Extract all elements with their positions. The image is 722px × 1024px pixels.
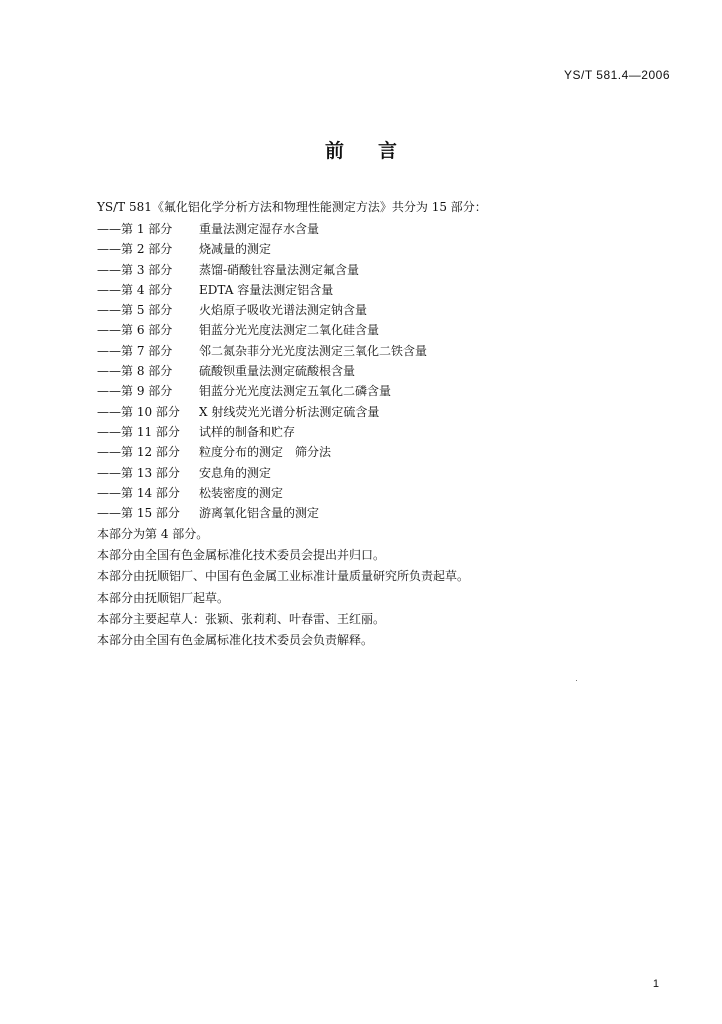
part-label: ——第 7 部分 [97, 343, 173, 358]
part-title: 火焰原子吸收光谱法测定钠含量 [199, 303, 368, 318]
part-item [97, 361, 427, 381]
parts-list [97, 219, 427, 523]
part-item [97, 402, 427, 422]
part-label: ——第 11 部分 [97, 424, 180, 439]
part-item [97, 341, 427, 361]
part-title: 邻二氮杂菲分光光度法测定三氧化二铁含量 [199, 343, 428, 358]
note-line: 本部分由抚顺铝厂、中国有色金属工业标准计量质量研究所负责起草。 [97, 569, 470, 584]
part-label: ——第 5 部分 [97, 303, 173, 318]
part-label: ——第 8 部分 [97, 364, 173, 379]
part-title: X 射线荧光光谱分析法测定硫含量 [199, 404, 380, 419]
scan-speck [576, 680, 577, 681]
note-line: 本部分由全国有色金属标准化技术委员会负责解释。 [97, 632, 374, 647]
note-line: 本部分由抚顺铝厂起草。 [97, 590, 230, 605]
part-item [97, 280, 427, 300]
part-label: ——第 13 部分 [97, 465, 180, 480]
part-title: 烧减量的测定 [199, 242, 272, 257]
part-item [97, 300, 427, 320]
part-item [97, 422, 427, 442]
part-label: ——第 12 部分 [97, 445, 180, 460]
part-title: 安息角的测定 [199, 465, 272, 480]
part-item [97, 320, 427, 340]
part-label: ——第 14 部分 [97, 485, 180, 500]
part-title: 钼蓝分光光度法测定二氧化硅含量 [199, 323, 380, 338]
part-label: ——第 1 部分 [97, 222, 173, 236]
note-line: 本部分为第 4 部分。 [97, 527, 209, 541]
part-label: ——第 15 部分 [97, 506, 180, 521]
note-line: 本部分主要起草人：张颖、张莉莉、叶春雷、王红丽。 [97, 611, 386, 626]
part-title: 松装密度的测定 [199, 485, 284, 500]
part-item [97, 239, 427, 259]
part-item [97, 483, 427, 503]
part-title: 试样的制备和贮存 [199, 424, 296, 439]
part-item [97, 260, 427, 280]
part-label: ——第 10 部分 [97, 404, 180, 419]
page-number: 1 [652, 978, 659, 990]
part-item [97, 442, 427, 462]
part-title: 蒸馏-硝酸钍容量法测定氟含量 [199, 262, 360, 277]
part-title: 游离氧化铝含量的测定 [199, 506, 320, 521]
part-title: EDTA 容量法测定铝含量 [199, 282, 334, 297]
part-item [97, 503, 427, 523]
notes-list [97, 524, 469, 651]
part-item [97, 381, 427, 401]
part-title: 硫酸钡重量法测定硫酸根含量 [199, 364, 356, 379]
page-title: 前言 [324, 140, 431, 162]
note-line: 本部分由全国有色金属标准化技术委员会提出并归口。 [97, 548, 386, 563]
part-title: 重量法测定湿存水含量 [199, 222, 320, 236]
part-item [97, 463, 427, 483]
standard-number: YS/T 581.4—2006 [563, 68, 670, 82]
part-title: 钼蓝分光光度法测定五氧化二磷含量 [199, 384, 392, 399]
part-item [97, 219, 427, 239]
intro-text: YS/T 581《氟化铝化学分析方法和物理性能测定方法》共分为 15 部分： [97, 200, 487, 214]
part-label: ——第 3 部分 [97, 262, 173, 277]
part-title: 粒度分布的测定 筛分法 [199, 445, 332, 460]
part-label: ——第 4 部分 [97, 282, 173, 297]
part-label: ——第 6 部分 [97, 323, 173, 338]
part-label: ——第 2 部分 [97, 242, 173, 257]
part-label: ——第 9 部分 [97, 384, 173, 399]
